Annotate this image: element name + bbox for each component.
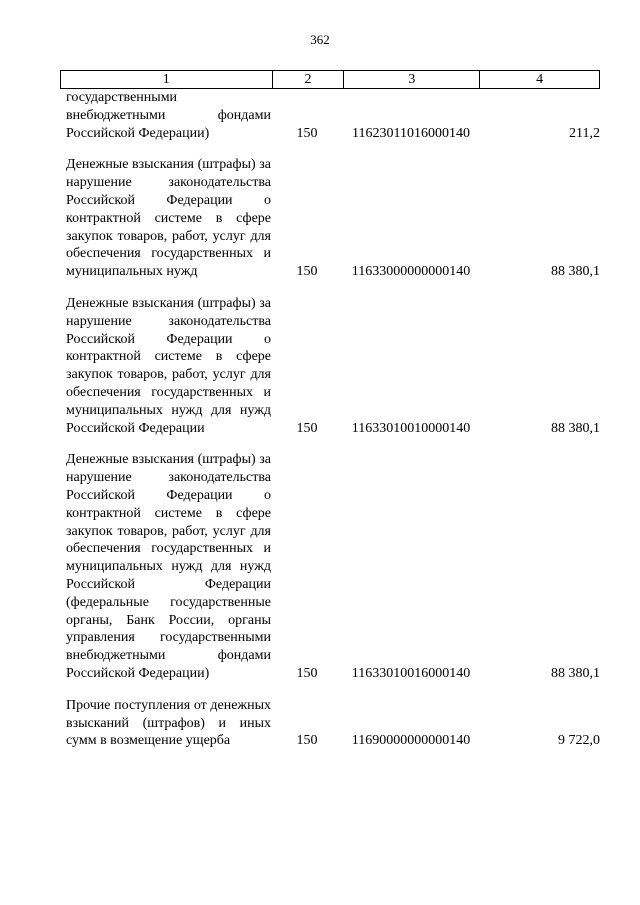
row-description: Прочие поступления от денежных взысканий (штрафов) и иных сумм в возмещение ущерба [66,697,271,749]
row-description: Денежные взыскания (штрафы) за нарушение законодательства Российской Федерации о контрактной системе в сфере закупок товаров, работ, услуг для обеспечения государственных и муниципальных нужд для нужд Российской Федерации [66,295,271,436]
column-header-table [60,70,600,89]
row-amount: 88 380,1 [551,264,600,280]
row-description: Денежные взыскания (штрафы) за нарушение законодательства Российской Федерации о контрактной системе в сфере закупок товаров, работ, услуг для обеспечения государственных и муниципальных нужд для нужд Российской Федерации (федеральные государственные органы, Банк России, органы управления государственными внебюджетными фондами Российской Федерации) [66,452,271,681]
row-amount: 88 380,1 [551,665,600,681]
column-header-3: 3 [344,71,480,89]
row-description: Денежные взыскания (штрафы) за нарушение законодательства Российской Федерации о контрактной системе в сфере закупок товаров, работ, услуг для обеспечения государственных и муниципальных нужд [66,157,271,280]
table-row [60,451,600,682]
table-row [60,89,600,142]
table-row [60,295,600,437]
row-amount: 9 722,0 [558,733,600,749]
table-row [60,697,600,750]
row-kbk-code: 11690000000000140 [351,733,471,749]
row-kbk-code: 11623011016000140 [352,125,470,141]
table-row [60,156,600,281]
row-amount: 88 380,1 [551,420,600,436]
column-header-row [61,71,600,89]
page-number: 362 [310,32,330,47]
column-header-2: 2 [272,71,344,89]
row-code: 150 [296,733,318,749]
table-body [60,89,600,750]
row-code: 150 [296,420,318,436]
column-header-1: 1 [61,71,273,89]
column-header-4: 4 [480,71,600,89]
row-kbk-code: 11633010010000140 [351,420,471,436]
row-code: 150 [296,665,318,681]
row-code: 150 [296,264,318,280]
row-code: 150 [296,125,318,141]
row-kbk-code: 11633000000000140 [351,264,471,280]
row-description: государственными внебюджетными фондами Российской Федерации) [66,90,271,141]
row-amount: 211,2 [569,125,600,141]
row-kbk-code: 11633010016000140 [351,665,471,681]
